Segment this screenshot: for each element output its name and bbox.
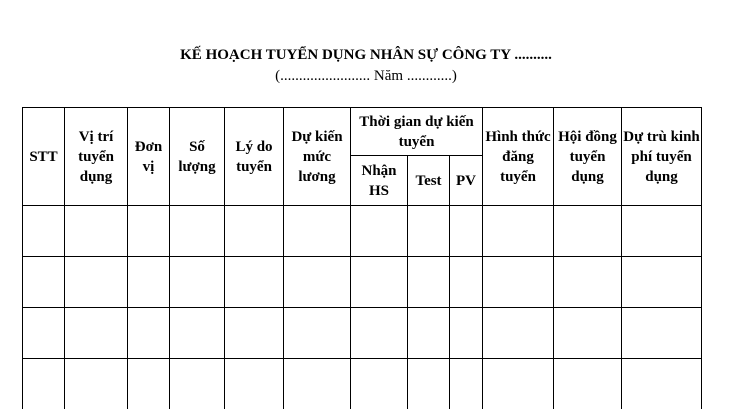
header-position: Vị trí tuyển dụng: [65, 108, 128, 206]
table-cell[interactable]: [483, 206, 554, 257]
table-cell[interactable]: [65, 308, 128, 359]
table-cell[interactable]: [450, 308, 483, 359]
table-cell[interactable]: [23, 257, 65, 308]
table-cell[interactable]: [554, 308, 622, 359]
table-cell[interactable]: [408, 206, 450, 257]
table-row: [23, 308, 702, 359]
document-subtitle: (........................ Năm ............): [275, 68, 457, 84]
header-stt: STT: [23, 108, 65, 206]
table-cell[interactable]: [554, 206, 622, 257]
table-cell[interactable]: [128, 257, 170, 308]
table-cell[interactable]: [65, 206, 128, 257]
header-schedule-group: Thời gian dự kiến tuyển: [351, 108, 483, 156]
table-cell[interactable]: [23, 359, 65, 409]
header-budget: Dự trù kinh phí tuyển dụng: [622, 108, 702, 206]
table-cell[interactable]: [450, 359, 483, 409]
document-title: KẾ HOẠCH TUYỂN DỤNG NHÂN SỰ CÔNG TY ..........: [180, 47, 552, 63]
table-row: [23, 257, 702, 308]
table-cell[interactable]: [23, 206, 65, 257]
table-cell[interactable]: [483, 359, 554, 409]
table-cell[interactable]: [450, 257, 483, 308]
table-body: [23, 206, 702, 409]
table-cell[interactable]: [408, 257, 450, 308]
table-cell[interactable]: [408, 359, 450, 409]
table-cell[interactable]: [65, 359, 128, 409]
table-cell[interactable]: [225, 359, 284, 409]
table-row: [23, 359, 702, 409]
table-cell[interactable]: [622, 206, 702, 257]
table-cell[interactable]: [351, 359, 408, 409]
table-cell[interactable]: [351, 206, 408, 257]
header-reason: Lý do tuyển: [225, 108, 284, 206]
table-cell[interactable]: [23, 308, 65, 359]
table-cell[interactable]: [128, 359, 170, 409]
table-cell[interactable]: [554, 257, 622, 308]
table-cell[interactable]: [225, 206, 284, 257]
header-council: Hội đồng tuyển dụng: [554, 108, 622, 206]
table-cell[interactable]: [284, 206, 351, 257]
table-row: [23, 206, 702, 257]
header-receive-cv: Nhận HS: [351, 156, 408, 206]
table-cell[interactable]: [170, 359, 225, 409]
table-cell[interactable]: [554, 359, 622, 409]
table-cell[interactable]: [284, 308, 351, 359]
header-quantity: Số lượng: [170, 108, 225, 206]
table-cell[interactable]: [483, 257, 554, 308]
table-cell[interactable]: [483, 308, 554, 359]
table-cell[interactable]: [622, 359, 702, 409]
recruitment-plan-table: [22, 107, 702, 409]
table-cell[interactable]: [284, 257, 351, 308]
table-cell[interactable]: [225, 308, 284, 359]
table-cell[interactable]: [170, 206, 225, 257]
table-cell[interactable]: [65, 257, 128, 308]
table-cell[interactable]: [284, 359, 351, 409]
table-cell[interactable]: [128, 206, 170, 257]
table-cell[interactable]: [622, 308, 702, 359]
header-interview: PV: [450, 156, 483, 206]
table-cell[interactable]: [622, 257, 702, 308]
table-cell[interactable]: [351, 257, 408, 308]
header-test: Test: [408, 156, 450, 206]
header-method: Hình thức đăng tuyển: [483, 108, 554, 206]
table-cell[interactable]: [128, 308, 170, 359]
table-cell[interactable]: [450, 206, 483, 257]
table-cell[interactable]: [408, 308, 450, 359]
table-cell[interactable]: [351, 308, 408, 359]
table-cell[interactable]: [170, 308, 225, 359]
header-salary: Dự kiến mức lương: [284, 108, 351, 206]
header-unit: Đơn vị: [128, 108, 170, 206]
table-cell[interactable]: [225, 257, 284, 308]
table-cell[interactable]: [170, 257, 225, 308]
